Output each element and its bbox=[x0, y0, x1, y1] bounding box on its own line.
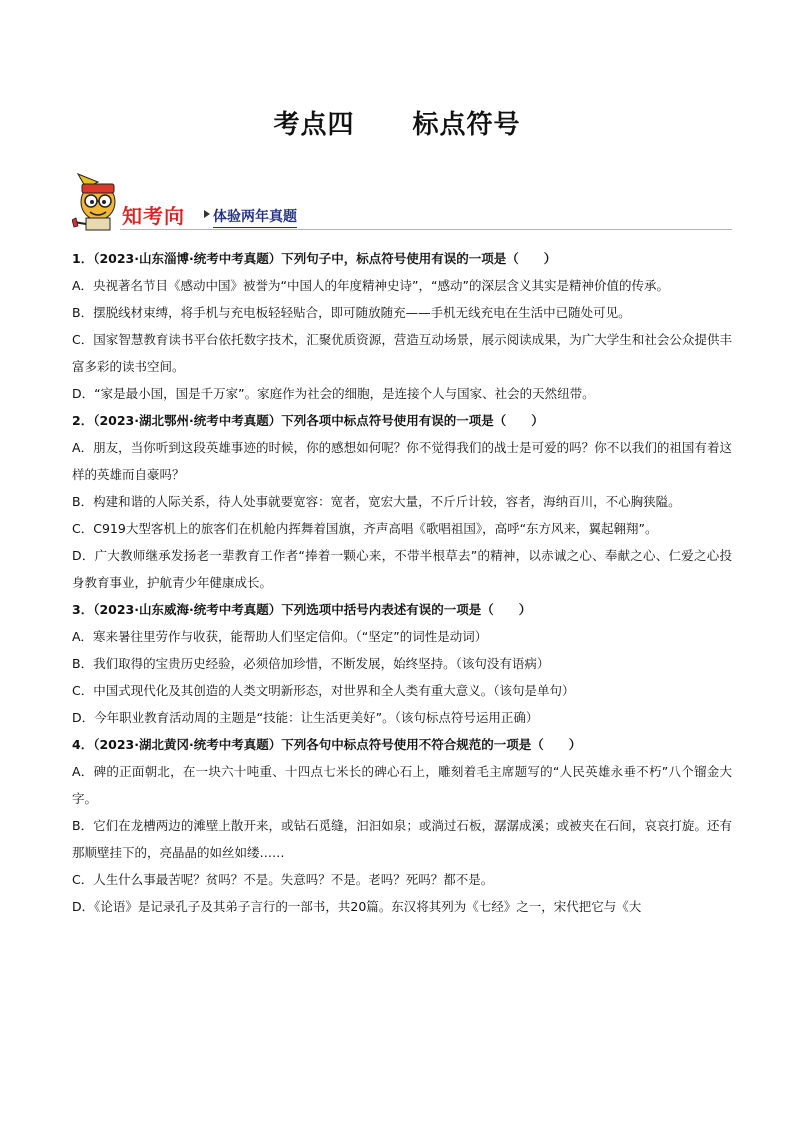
question-list bbox=[72, 245, 732, 920]
question-1-option-a: A．央视著名节目《感动中国》被誉为“中国人的年度精神史诗”，“感动”的深层含义其实是精神价值的传承。 bbox=[72, 278, 669, 293]
question-4-stem: 4．（2023·湖北黄冈·统考中考真题）下列各句中标点符号使用不符合规范的一项是（ ） bbox=[72, 737, 582, 752]
question-2-option-a: A．朋友，当你听到这段英雄事迹的时候，你的感想如何呢？你不觉得我们的战士是可爱的吗？你不以我们的祖国有着这样的英雄而自豪吗？ bbox=[72, 440, 732, 482]
question-4-option-c: C．人生什么事最苦呢？贫吗？不是。失意吗？不是。老吗？死吗？都不是。 bbox=[72, 872, 494, 887]
question-2-stem: 2．（2023·湖北鄂州·统考中考真题）下列各项中标点符号使用有误的一项是（ ） bbox=[72, 413, 544, 428]
question-2 bbox=[72, 407, 732, 596]
question-3-option-d: D．今年职业教育活动周的主题是“技能：让生活更美好”。（该句标点符号运用正确） bbox=[72, 710, 539, 725]
question-1-option-b: B．摆脱线材束缚，将手机与充电板轻轻贴合，即可随放随充——手机无线充电在生活中已随处可见。 bbox=[72, 305, 631, 320]
question-2-option-b: B．构建和谐的人际关系，待人处事就要宽容：宽者，宽宏大量，不斤斤计较，容者，海纳百川，不心胸狭隘。 bbox=[72, 494, 681, 509]
title-right: 标点符号 bbox=[412, 110, 521, 140]
question-4-option-a: A．碑的正面朝北，在一块六十吨重、十四点七米长的碑心石上，雕刻着毛主席题写的“人民英雄永垂不朽”八个镏金大字。 bbox=[72, 764, 732, 806]
banner-main-label: 知考向 bbox=[122, 204, 185, 228]
question-4-option-d: D．《论语》是记录孔子及其弟子言行的一部书，共20篇。东汉将其列为《七经》之一，宋代把它与《大 bbox=[72, 899, 642, 914]
banner-divider bbox=[120, 229, 732, 230]
question-3 bbox=[72, 596, 732, 731]
question-1 bbox=[72, 245, 732, 407]
question-3-option-c: C．中国式现代化及其创造的人类文明新形态，对世界和全人类有重大意义。（该句是单句） bbox=[72, 683, 575, 698]
question-1-option-d: D．“家是最小国，国是千万家”。家庭作为社会的细胞，是连接个人与国家、社会的天然纽带。 bbox=[72, 386, 595, 401]
question-3-stem: 3．（2023·山东威海·统考中考真题）下列选项中括号内表述有误的一项是（ ） bbox=[72, 602, 532, 617]
banner-sub-label: 体验两年真题 bbox=[213, 206, 297, 228]
arrow-right-icon bbox=[204, 210, 210, 218]
question-1-stem: 1．（2023·山东淄博·统考中考真题）下列句子中，标点符号使用有误的一项是（ ） bbox=[72, 251, 557, 266]
question-1-option-c: C．国家智慧教育读书平台依托数字技术，汇聚优质资源，营造互动场景，展示阅读成果，为广大学生和社会公众提供丰富多彩的读书空间。 bbox=[72, 332, 732, 374]
title-left: 考点四 bbox=[273, 110, 355, 140]
question-4-option-b: B．它们在龙槽两边的滩壁上散开来，或钻石觅缝，汩汩如泉；或淌过石板，潺潺成溪；或被夹在石间，哀哀打旋。还有那顺壁挂下的，亮晶晶的如丝如缕…… bbox=[72, 818, 732, 860]
question-2-option-c: C．C919大型客机上的旅客们在机舱内挥舞着国旗，齐声高唱《歌唱祖国》，高呼“东方风来，翼起翱翔”。 bbox=[72, 521, 658, 536]
pencil-mascot-icon bbox=[72, 172, 128, 234]
question-3-option-b: B．我们取得的宝贵历史经验，必须倍加珍惜，不断发展，始终坚持。（该句没有语病） bbox=[72, 656, 550, 671]
page-title bbox=[0, 104, 794, 141]
question-3-option-a: A．寒来暑往里劳作与收获，能帮助人们坚定信仰。（“坚定”的词性是动词） bbox=[72, 629, 488, 644]
question-2-option-d: D．广大教师继承发扬老一辈教育工作者“捧着一颗心来，不带半根草去”的精神，以赤诚之心、奉献之心、仁爱之心投身教育事业，护航青少年健康成长。 bbox=[72, 548, 732, 590]
section-banner bbox=[72, 172, 732, 236]
question-4 bbox=[72, 731, 732, 920]
